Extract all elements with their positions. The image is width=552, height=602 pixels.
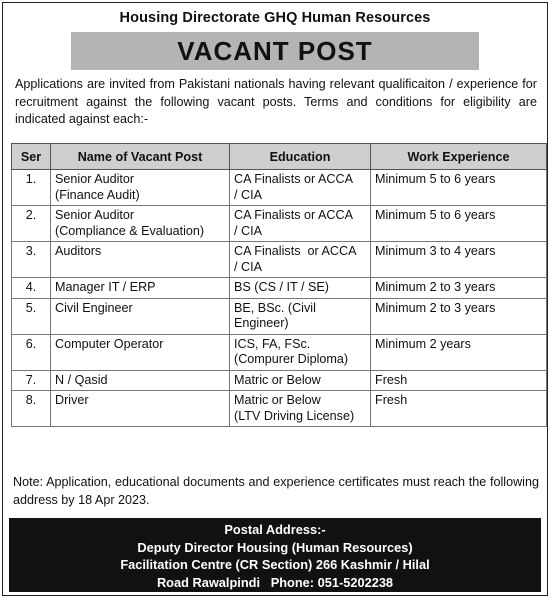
education-line: / CIA bbox=[234, 223, 262, 238]
cell-post-name bbox=[51, 242, 230, 278]
advertisement-page bbox=[2, 2, 548, 596]
cell-ser: 2. bbox=[12, 206, 51, 242]
table-row bbox=[12, 298, 547, 334]
post-name-line: Auditors bbox=[55, 244, 102, 258]
cell-education bbox=[230, 334, 371, 370]
education-line: BS (CS / IT / SE) bbox=[234, 280, 329, 294]
post-name-line: Computer Operator bbox=[55, 336, 164, 351]
cell-post-name bbox=[51, 334, 230, 370]
education-line: (LTV Driving License) bbox=[234, 408, 355, 423]
cell-post-name bbox=[51, 170, 230, 206]
cell-experience: Minimum 3 to 4 years bbox=[371, 242, 547, 278]
column-header-experience: Work Experience bbox=[371, 144, 547, 170]
education-line: / CIA bbox=[234, 187, 262, 202]
cell-post-name bbox=[51, 278, 230, 299]
education-line: ICS, FA, FSc. bbox=[234, 336, 311, 351]
cell-experience: Fresh bbox=[371, 370, 547, 391]
cell-education bbox=[230, 170, 371, 206]
cell-ser: 4. bbox=[12, 278, 51, 299]
post-name-line: Manager IT / ERP bbox=[55, 280, 156, 294]
postal-line-2: Facilitation Centre (CR Section) 266 Kashmir / Hilal bbox=[120, 557, 430, 572]
post-name-line: Senior Auditor bbox=[55, 208, 135, 222]
post-name-line: Driver bbox=[55, 393, 89, 407]
education-line: CA Finalists or ACCA bbox=[234, 208, 353, 222]
table-row bbox=[12, 206, 547, 242]
banner-text: VACANT POST bbox=[177, 35, 373, 66]
postal-line-3: Road Rawalpindi Phone: 051-5202238 bbox=[156, 574, 394, 590]
post-name-line: (Compliance & Evaluation) bbox=[55, 223, 205, 238]
post-name-line: N / Qasid bbox=[55, 372, 108, 387]
page-title: Housing Directorate GHQ Human Resources bbox=[119, 10, 431, 26]
cell-post-name bbox=[51, 370, 230, 391]
education-line: Matric or Below bbox=[234, 393, 321, 407]
cell-ser: 7. bbox=[12, 370, 51, 391]
cell-post-name bbox=[51, 298, 230, 334]
table-row bbox=[12, 170, 547, 206]
table-row bbox=[12, 334, 547, 370]
table-row bbox=[12, 391, 547, 427]
cell-experience: Minimum 5 to 6 years bbox=[371, 170, 547, 206]
education-line: Engineer) bbox=[234, 316, 289, 330]
education-line: CA Finalists or ACCA bbox=[234, 172, 353, 186]
cell-education bbox=[230, 278, 371, 299]
cell-education bbox=[230, 391, 371, 427]
table-header-row bbox=[12, 144, 547, 170]
column-header-ser: Ser bbox=[12, 144, 51, 170]
education-line: CA Finalists or ACCA bbox=[234, 244, 357, 258]
cell-ser: 5. bbox=[12, 298, 51, 334]
postal-line-1: Deputy Director Housing (Human Resources) bbox=[137, 539, 413, 555]
cell-experience: Fresh bbox=[371, 391, 547, 427]
cell-post-name bbox=[51, 391, 230, 427]
vacant-posts-table bbox=[11, 143, 547, 427]
cell-post-name bbox=[51, 206, 230, 242]
cell-education bbox=[230, 242, 371, 278]
postal-address-box bbox=[9, 518, 541, 592]
post-name-line: Senior Auditor bbox=[55, 172, 135, 186]
cell-experience: Minimum 2 to 3 years bbox=[371, 298, 547, 334]
cell-experience: Minimum 2 to 3 years bbox=[371, 278, 547, 299]
cell-ser: 1. bbox=[12, 170, 51, 206]
intro-paragraph: Applications are invited from Pakistani nationals having relevant qualificaiton / experience for recruitment against the following vacant posts. Terms and conditions for eligibility are indicated against each:- bbox=[15, 77, 537, 126]
note-text: Note: Application, educational documents and experience certificates must reach the following address by 18 Apr 2023. bbox=[13, 475, 539, 507]
cell-ser: 6. bbox=[12, 334, 51, 370]
education-line: Matric or Below bbox=[234, 372, 321, 387]
table-row bbox=[12, 242, 547, 278]
column-header-education: Education bbox=[230, 144, 371, 170]
education-line: / CIA bbox=[234, 259, 262, 274]
column-header-post: Name of Vacant Post bbox=[51, 144, 230, 170]
cell-experience: Minimum 5 to 6 years bbox=[371, 206, 547, 242]
vacant-post-banner bbox=[71, 32, 479, 70]
table-row bbox=[12, 278, 547, 299]
table-body bbox=[12, 170, 547, 427]
cell-experience: Minimum 2 years bbox=[371, 334, 547, 370]
education-line: BE, BSc. (Civil bbox=[234, 300, 316, 315]
cell-education bbox=[230, 298, 371, 334]
cell-education bbox=[230, 206, 371, 242]
post-name-line: Civil Engineer bbox=[55, 300, 133, 315]
post-name-line: (Finance Audit) bbox=[55, 187, 140, 202]
cell-education bbox=[230, 370, 371, 391]
table-row bbox=[12, 370, 547, 391]
education-line: (Compurer Diploma) bbox=[234, 352, 349, 366]
postal-heading: Postal Address:- bbox=[224, 522, 326, 537]
cell-ser: 3. bbox=[12, 242, 51, 278]
cell-ser: 8. bbox=[12, 391, 51, 427]
